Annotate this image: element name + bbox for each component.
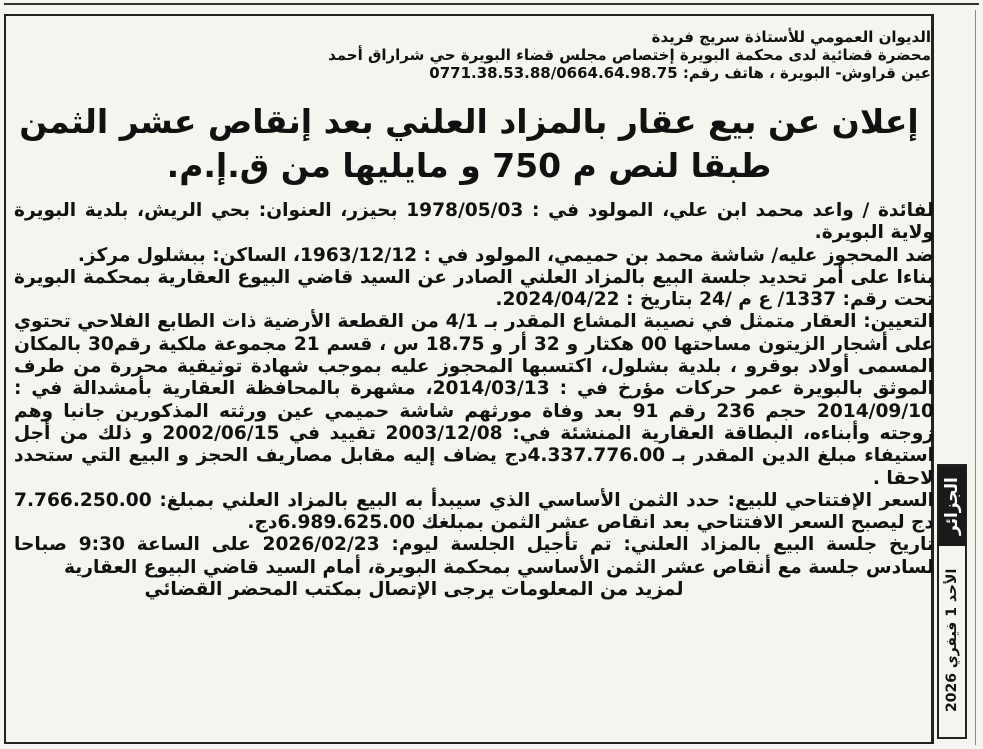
paragraph-beneficiary: لفائدة / واعد محمد ابن علي، المولود في : 1978/05/03 بحيزر، العنوان: بحي الريش، بلدية البويرة ولاية البويرة. (14, 200, 934, 244)
notice-title: إعلان عن بيع عقار بالمزاد العلني بعد إنقاص عشر الثمن طبقا لنص م 750 و مايليها من ق.إ.م. (19, 102, 919, 185)
court-jurisdiction: محضرة قضائية لدى محكمة البويرة إختصاص مجلس قضاء البويرة حي شراراق أحمد (328, 46, 931, 64)
paragraph-price: السعر الإفتتاحي للبيع: حدد الثمن الأساسي الذي سيبدأ به البيع بالمزاد العلني بمبلغ: 7.766.250.00 دج ليصبح السعر الافتتاحي بعد انقاص عشر الثمن بمبلغك 6.989.625.00دج. (14, 489, 934, 534)
newspaper-name: الجزائر (938, 466, 966, 546)
paragraph-session: تاريخ جلسة البيع بالمزاد العلني: تم تأجيل الجلسة ليوم: 2026/02/23 على الساعة 9:30 صباحا لسادس جلسة مع أنقاص عشر الثمن الأساسي بمحكمة البويرة، أمام السيد قاضي البيوع العقارية (14, 534, 935, 578)
bailiff-office: الديوان العمومي للأستاذة سريج فريدة (651, 28, 931, 46)
notice-body (14, 200, 934, 601)
top-rule (4, 3, 979, 5)
margin-rule (975, 10, 976, 745)
paragraph-property: التعيين: العقار متمثل في نصيبة المشاع المقدر بـ 4/1 من القطعة الأرضية ذات الطابع الفلاحي تحتوي على أشجار الزيتون مساحتها 00 هكتار و 32 أر و 18.75 س ، قسم 21 مجموعة ملكية رقم30 بالمكان المسمى أولاد بوقرو ، بلدية بشلول، اكتسبها المحجوز عليه بموجب شهادة توثيقية محررة من طرف الموثق بالبويرة عمر حركات مؤرخ في : 2014/03/13، مشهرة بالمحافظة العقارية بأمشدالة في : 2014/09/10 حجم 236 رقم 91 بعد وفاة مورثهم شاشة حميمي عين ورثته المذكورين جانبا وهم زوجته وأبناءه، البطاقة العقارية المنشئة في: 2003/12/08 تقييد في 2002/06/15 و ذلك من أجل استيفاء مبلغ الدين المقدر بـ 4.337.776.00دج يضاف إليه مقابل مصاريف الحجز و البيع التي ستحدد لاحقا . (14, 311, 934, 489)
paragraph-contact: لمزيد من المعلومات يرجى الإتصال بمكتب المحضر القضائي (144, 579, 684, 601)
office-contact: عين قراوش- البويرة ، هاتف رقم: 0771.38.53.88/0664.64.98.75 (429, 64, 931, 82)
paragraph-debtor: ضد المحجوز عليه/ شاشة محمد بن حميمي، المولود في : 1963/12/12، الساكن: ببشلول مركز. (77, 244, 934, 266)
issue-date: الأحد 1 فيفري 2026 (944, 568, 960, 712)
paragraph-order: بناءا على أمر تحديد جلسة البيع بالمزاد العلني الصادر عن السيد قاضي البيوع العقارية بمحكمة البويرة تحت رقم: 1337/ ع م /24 بتاريخ : 2024/04/22. (14, 266, 934, 311)
